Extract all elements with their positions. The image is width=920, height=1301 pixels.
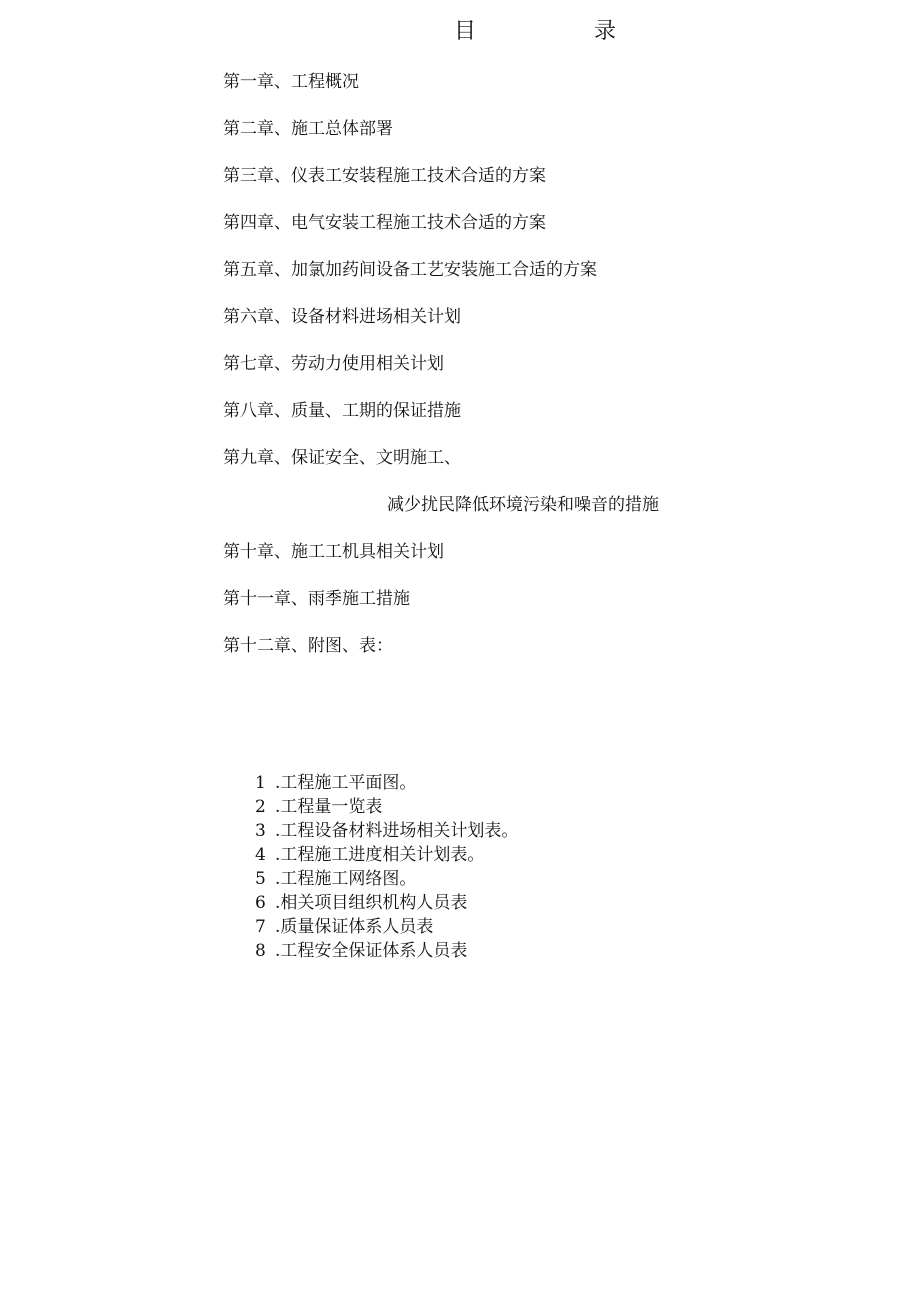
title-char-left: 目 [454,19,477,44]
table-of-contents [223,70,659,681]
list-item [255,939,518,963]
page-title [454,18,616,46]
list-item [255,915,518,939]
list-item [255,795,518,819]
toc-chapter-3: 第三章、仪表工安装程施工技术合适的方案 [223,166,546,186]
attachment-number: 6 [255,893,266,913]
attachment-text: .工程安全保证体系人员表 [275,941,468,961]
toc-chapter-9-continued: 减少扰民降低环境污染和噪音的措施 [387,495,659,515]
toc-chapter-1: 第一章、工程概况 [223,72,359,92]
toc-chapter-12: 第十二章、附图、表： [223,636,393,656]
attachment-text: .工程量一览表 [275,797,383,817]
list-item [255,867,518,891]
attachment-text: .相关项目组织机构人员表 [275,893,468,913]
list-item [255,771,518,795]
attachment-number: 4 [255,845,266,865]
attachment-text: .工程施工平面图。 [275,773,417,793]
attachment-text: .质量保证体系人员表 [275,917,434,937]
toc-chapter-11: 第十一章、雨季施工措施 [223,589,410,609]
attachment-text: .工程施工进度相关计划表。 [275,845,485,865]
list-item [255,819,518,843]
attachment-number: 8 [255,941,266,961]
attachment-text: .工程设备材料进场相关计划表。 [275,821,519,841]
attachment-number: 2 [255,797,266,817]
toc-chapter-5: 第五章、加氯加药间设备工艺安装施工合适的方案 [223,260,597,280]
attachment-text: .工程施工网络图。 [275,869,417,889]
toc-chapter-4: 第四章、电气安装工程施工技术合适的方案 [223,213,546,233]
attachment-number: 7 [255,917,266,937]
attachment-number: 5 [255,869,266,889]
attachment-number: 1 [255,773,266,793]
toc-chapter-2: 第二章、施工总体部署 [223,119,393,139]
attachment-number: 3 [255,821,266,841]
toc-chapter-8: 第八章、质量、工期的保证措施 [223,401,461,421]
title-char-right: 录 [594,19,617,44]
toc-chapter-6: 第六章、设备材料进场相关计划 [223,307,461,327]
list-item [255,843,518,867]
list-item [255,891,518,915]
toc-chapter-10: 第十章、施工工机具相关计划 [223,542,444,562]
toc-chapter-7: 第七章、劳动力使用相关计划 [223,354,444,374]
attachment-list [255,771,518,963]
toc-chapter-9: 第九章、保证安全、文明施工、 [223,448,461,468]
